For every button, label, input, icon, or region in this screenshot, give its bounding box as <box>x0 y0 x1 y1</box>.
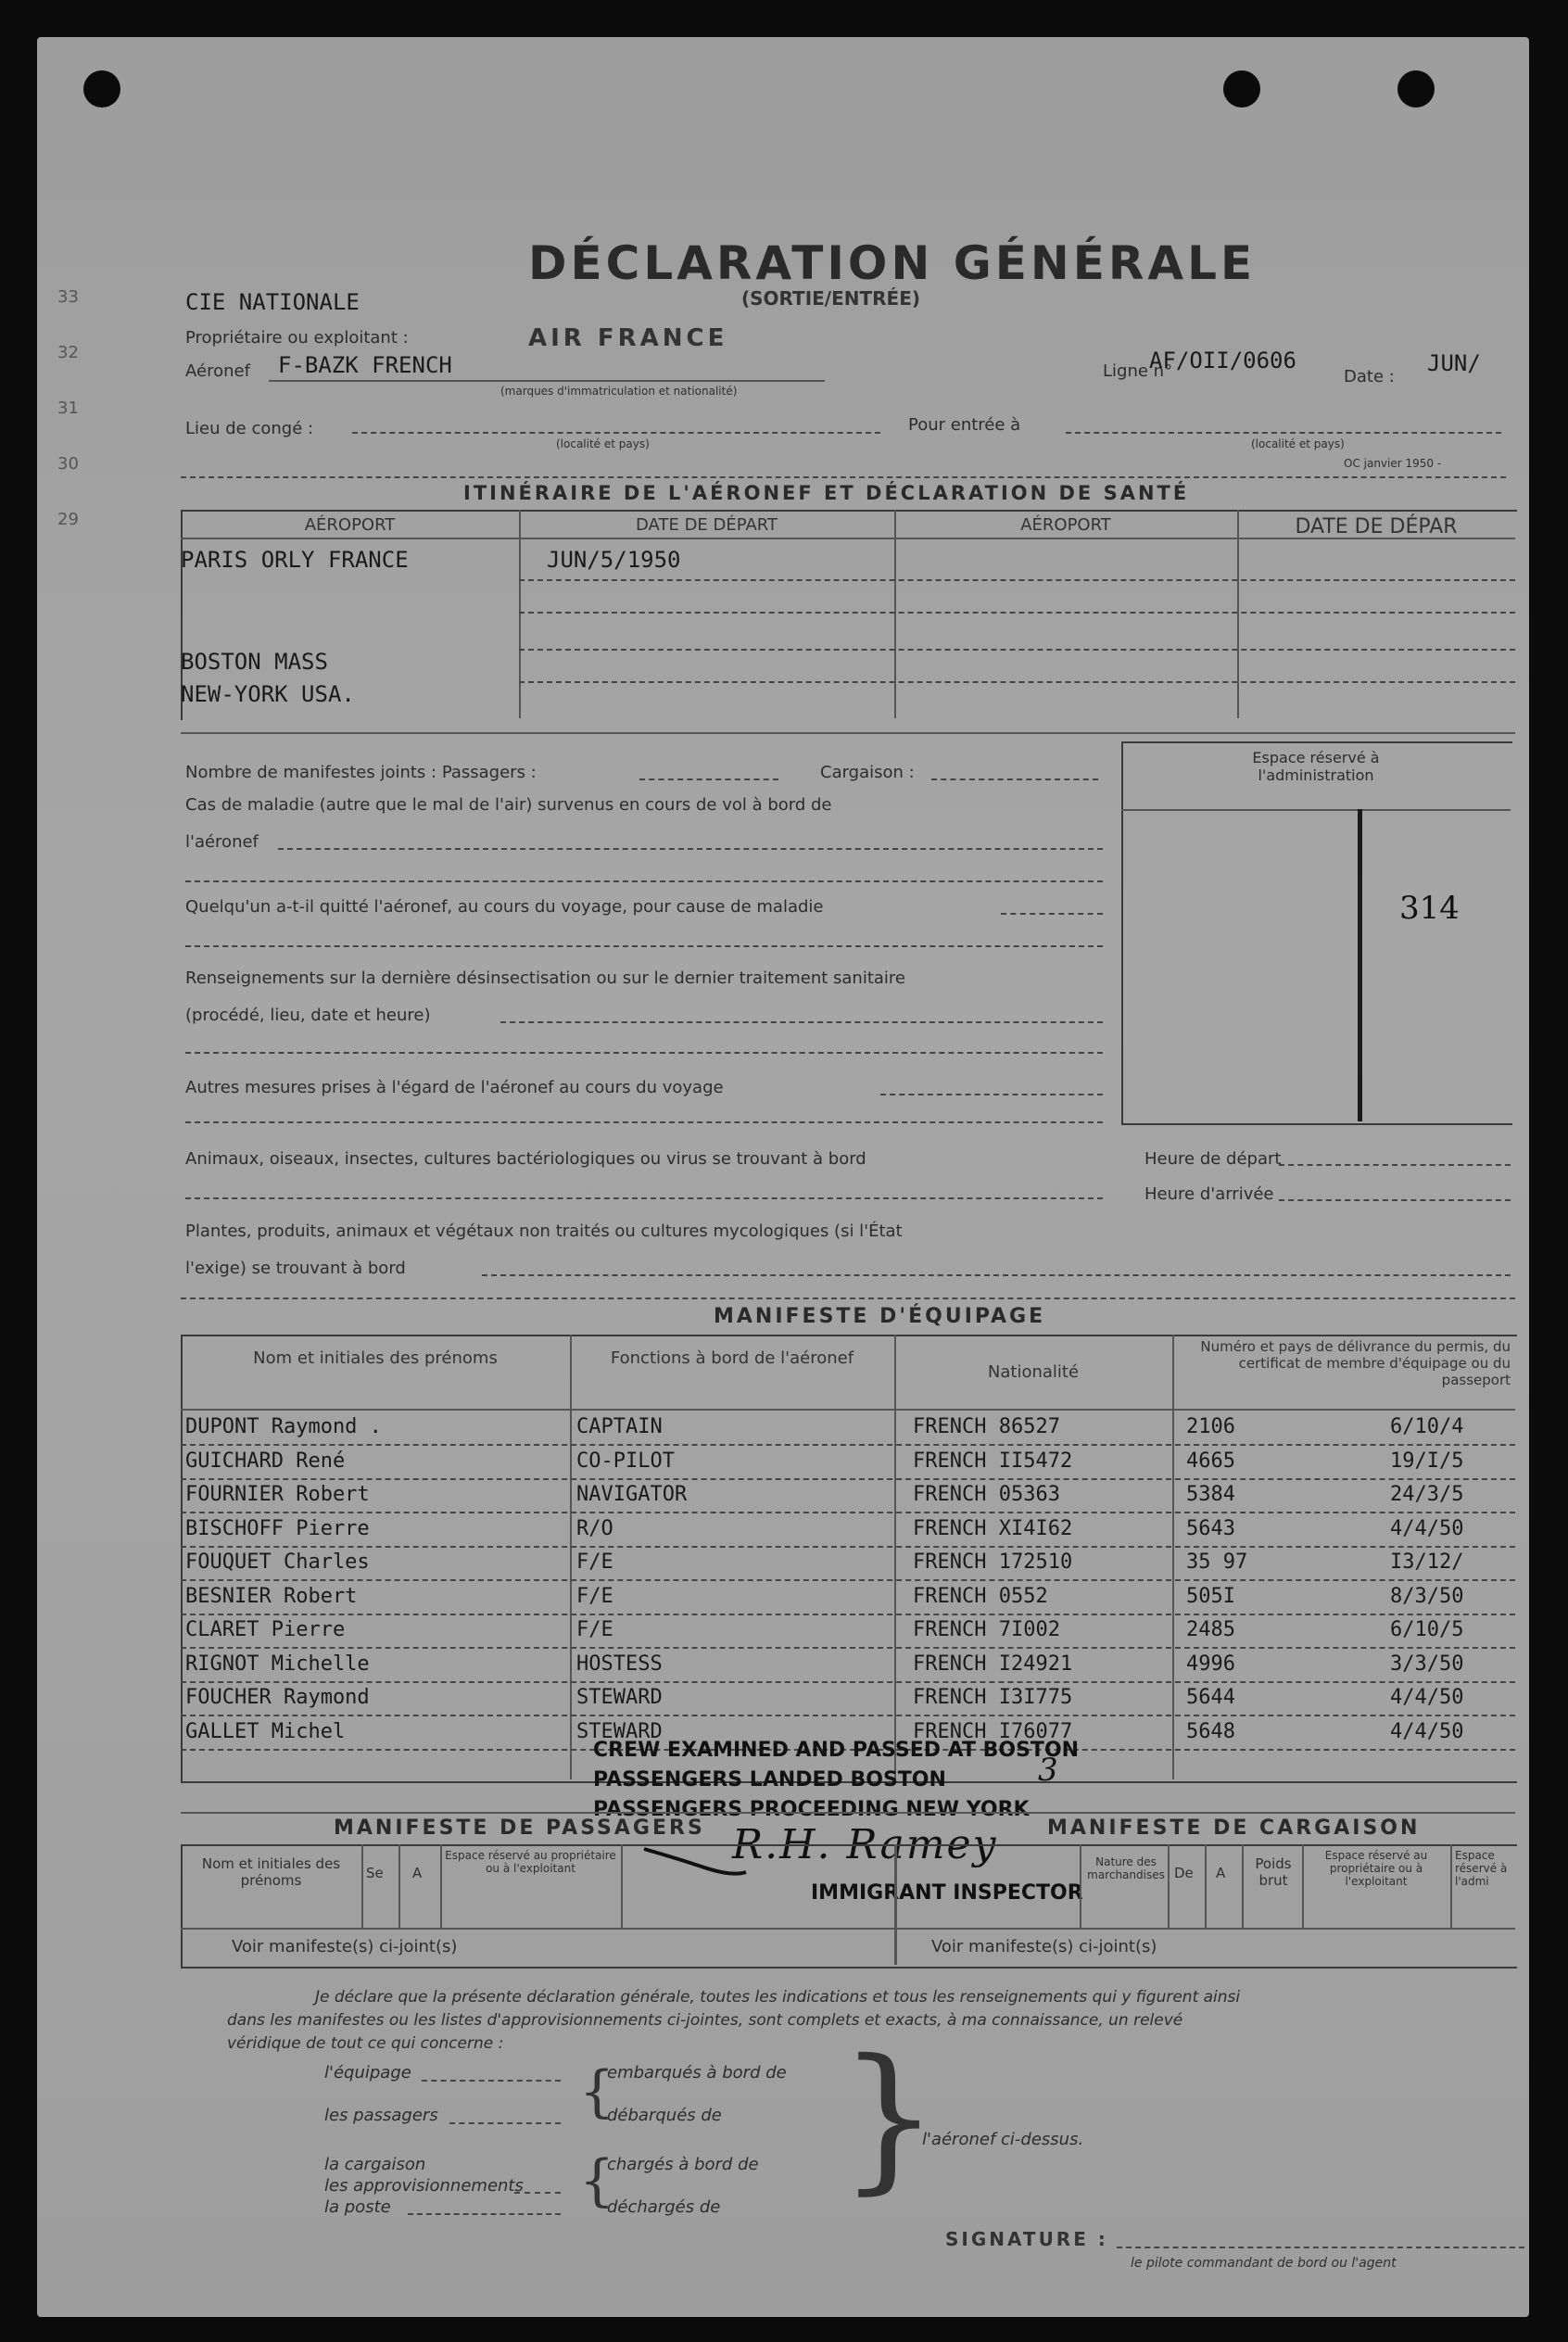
decl-embarked: embarqués à bord de <box>607 2063 787 2082</box>
row-line <box>181 1681 1515 1683</box>
table-divider <box>894 1844 897 1965</box>
crew-name: BISCHOFF Pierre <box>185 1516 370 1540</box>
arrival-place-label: Pour entrée à <box>908 415 1021 435</box>
other-measures-line <box>880 1094 1103 1095</box>
cargo-see-attached: Voir manifeste(s) ci-joint(s) <box>931 1937 1157 1956</box>
stamp-line-4: IMMIGRANT INSPECTOR <box>811 1881 1083 1905</box>
stamp-line-1: CREW EXAMINED AND PASSED AT BOSTON <box>593 1739 1080 1762</box>
crew-name: GUICHARD René <box>185 1449 346 1473</box>
table-line <box>181 1928 1515 1930</box>
crew-role: F/E <box>576 1551 613 1574</box>
table-divider <box>621 1844 623 1928</box>
crew-header-name: Nom et initiales des prénoms <box>253 1348 498 1368</box>
passenger-see-attached: Voir manifeste(s) ci-joint(s) <box>232 1937 458 1956</box>
itinerary-header-airport: AÉROPORT <box>304 515 396 535</box>
passenger-header-to: A <box>412 1865 423 1881</box>
owner-label: Propriétaire ou exploitant : <box>185 328 409 348</box>
crew-document-number: 505I <box>1186 1584 1235 1608</box>
cargo-header-to: A <box>1216 1865 1226 1881</box>
crew-role: HOSTESS <box>576 1652 663 1676</box>
line-number: AF/OII/0606 <box>1149 348 1296 373</box>
section-divider <box>181 1812 1515 1814</box>
crew-document-date: 8/3/50 <box>1390 1584 1464 1608</box>
crew-role: F/E <box>576 1618 613 1641</box>
admin-box-divider <box>1121 809 1511 811</box>
arrival-time-line <box>1279 1199 1511 1201</box>
row-line <box>181 1715 1515 1716</box>
row-line <box>181 1512 1515 1513</box>
margin-mark: 32 <box>57 343 79 362</box>
cargo-header-owner: Espace réservé au propriétaire ou à l'exploitant <box>1324 1849 1428 1888</box>
brace-icon: } <box>839 2026 940 2209</box>
declaration-line-1: Je déclare que la présente déclaration générale, toutes les indications et tous les renseignements qui y figurent ainsi <box>315 1988 1241 2007</box>
crew-nationality: FRENCH II5472 <box>913 1449 1073 1473</box>
crew-document-number: 5643 <box>1186 1516 1235 1540</box>
section-divider <box>181 1298 1515 1299</box>
left-aircraft-line <box>1001 913 1103 915</box>
other-measures-line <box>185 1121 1103 1123</box>
itinerary-airport-4: NEW-YORK USA. <box>181 681 355 707</box>
crew-document-date: 4/4/50 <box>1390 1516 1464 1540</box>
plants-label: Plantes, produits, animaux et végétaux non traités ou cultures mycologiques (si l'État <box>185 1222 903 1241</box>
crew-header-nationality: Nationalité <box>987 1362 1080 1382</box>
table-divider <box>1237 510 1239 718</box>
decl-cargo: la cargaison <box>324 2155 426 2174</box>
crew-role: F/E <box>576 1584 613 1608</box>
crew-role: STEWARD <box>576 1719 663 1743</box>
crew-header-document: Numéro et pays de délivrance du permis, du certificat de membre d'équipage ou du passeport <box>1200 1338 1511 1388</box>
decl-aircraft-ref: l'aéronef ci-dessus. <box>922 2130 1084 2149</box>
crew-name: RIGNOT Michelle <box>185 1652 370 1676</box>
crew-document-number: 5644 <box>1186 1686 1235 1709</box>
punch-hole <box>1223 70 1260 108</box>
crew-document-date: 24/3/5 <box>1390 1483 1464 1506</box>
animals-line <box>185 1197 1103 1199</box>
passenger-header-owner: Espace réservé au propriétaire ou à l'exploitant <box>445 1849 616 1875</box>
decl-crew-line <box>422 2080 561 2082</box>
crew-name: FOURNIER Robert <box>185 1483 370 1506</box>
departure-time-line <box>1279 1164 1511 1166</box>
crew-nationality: FRENCH I76077 <box>913 1719 1073 1743</box>
declaration-line-2: dans les manifestes ou les listes d'approvisionnements ci-jointes, sont complets et exacts, à ma connaissance, un relevé <box>227 2011 1183 2030</box>
crew-name: GALLET Michel <box>185 1719 346 1743</box>
row-line <box>181 1444 1515 1446</box>
date-label: Date : <box>1344 367 1395 386</box>
crew-header-role: Fonctions à bord de l'aéronef <box>610 1348 854 1368</box>
itinerary-airport-3: BOSTON MASS <box>181 649 328 675</box>
signature-caption: le pilote commandant de bord ou l'agent <box>1131 2256 1397 2271</box>
passenger-manifest-title: MANIFESTE DE PASSAGERS <box>334 1817 705 1840</box>
brace-icon: { <box>579 2148 615 2213</box>
cargo-header-from: De <box>1174 1865 1194 1881</box>
table-divider <box>1450 1844 1452 1928</box>
section-divider <box>181 476 1506 478</box>
row-line <box>519 612 1515 614</box>
crew-document-number: 4665 <box>1186 1449 1235 1473</box>
departure-place-label: Lieu de congé : <box>185 419 314 438</box>
disinfection-line <box>500 1021 1103 1023</box>
cargo-header-nature: Nature des marchandises <box>1087 1855 1165 1881</box>
aircraft-underline <box>269 380 825 382</box>
decl-loaded: chargés à bord de <box>607 2155 759 2174</box>
animals-label: Animaux, oiseaux, insectes, cultures bactériologiques ou virus se trouvant à bord <box>185 1149 866 1169</box>
crew-nationality: FRENCH 172510 <box>913 1551 1073 1574</box>
table-divider <box>361 1844 363 1928</box>
crew-name: FOUQUET Charles <box>185 1551 370 1574</box>
crew-nationality: FRENCH 05363 <box>913 1483 1060 1506</box>
cargo-manifest-label: Cargaison : <box>820 763 915 782</box>
crew-document-date: 3/3/50 <box>1390 1652 1464 1676</box>
departure-place-line <box>352 432 880 434</box>
table-divider <box>1168 1844 1170 1928</box>
crew-role: CO-PILOT <box>576 1449 675 1473</box>
itinerary-table <box>181 510 1517 720</box>
table-divider <box>398 1844 400 1928</box>
signature-label: SIGNATURE : <box>945 2228 1108 2250</box>
crew-role: STEWARD <box>576 1686 663 1709</box>
plants-label-2: l'exige) se trouvant à bord <box>185 1259 406 1278</box>
passenger-header-from: Se <box>366 1865 384 1881</box>
itinerary-title: ITINÉRAIRE DE L'AÉRONEF ET DÉCLARATION DE SANTÉ <box>463 482 1190 504</box>
itinerary-header-airport-2: AÉROPORT <box>1020 515 1111 535</box>
crew-document-date: 4/4/50 <box>1390 1719 1464 1743</box>
aircraft-value: F-BAZK FRENCH <box>278 352 452 378</box>
left-aircraft-line <box>185 945 1103 947</box>
itinerary-header-date-2: DATE DE DÉPAR <box>1295 515 1458 538</box>
crew-name: FOUCHER Raymond <box>185 1686 370 1709</box>
crew-document-date: I3/12/ <box>1390 1551 1464 1574</box>
crew-document-date: 19/I/5 <box>1390 1449 1464 1473</box>
crew-document-date: 4/4/50 <box>1390 1686 1464 1709</box>
aircraft-label: Aéronef <box>185 361 250 381</box>
admin-box <box>1121 741 1512 1125</box>
admin-box-divider <box>1358 809 1362 1121</box>
illness-line <box>185 880 1103 882</box>
table-divider <box>440 1844 442 1928</box>
crew-document-number: 2485 <box>1186 1618 1235 1641</box>
brace-icon: { <box>579 2059 615 2124</box>
itinerary-date-1: JUN/5/1950 <box>547 547 681 573</box>
crew-name: BESNIER Robert <box>185 1584 358 1608</box>
section-divider <box>181 732 1515 734</box>
crew-nationality: FRENCH 7I002 <box>913 1618 1060 1641</box>
crew-role: CAPTAIN <box>576 1415 663 1438</box>
crew-document-number: 35 97 <box>1186 1551 1248 1574</box>
stamp-line-3: PASSENGERS PROCEEDING NEW YORK <box>593 1798 1030 1821</box>
row-line <box>519 681 1515 683</box>
crew-document-number: 4996 <box>1186 1652 1235 1676</box>
illness-label: Cas de maladie (autre que le mal de l'air) survenus en cours de vol à bord de <box>185 795 832 815</box>
table-divider <box>570 1335 572 1779</box>
table-divider <box>894 510 896 718</box>
plants-line <box>482 1274 1511 1276</box>
arrival-place-line <box>1066 432 1501 434</box>
passengers-count-line <box>639 779 778 780</box>
itinerary-header-date: DATE DE DÉPART <box>636 515 778 535</box>
form-reference: OC janvier 1950 - <box>1344 457 1442 470</box>
decl-mail-line <box>408 2213 561 2215</box>
admin-box-title: Espace réservé à l'administration <box>1252 749 1380 784</box>
decl-unloaded: déchargés de <box>607 2197 721 2217</box>
admin-stamp-number: 314 <box>1399 890 1460 927</box>
arrival-time-label: Heure d'arrivée <box>1144 1184 1274 1204</box>
table-divider <box>1302 1844 1304 1928</box>
table-divider <box>519 510 521 718</box>
row-line <box>181 1478 1515 1480</box>
row-line <box>181 1579 1515 1581</box>
table-header-line <box>181 1409 1515 1411</box>
stamp-line-2: PASSENGERS LANDED BOSTON <box>593 1768 946 1791</box>
illness-line <box>278 848 1103 850</box>
document-title: DÉCLARATION GÉNÉRALE <box>528 236 1257 290</box>
crew-nationality: FRENCH I3I775 <box>913 1686 1073 1709</box>
row-line <box>181 1614 1515 1615</box>
disinfection-label-2: (procédé, lieu, date et heure) <box>185 1006 431 1025</box>
manifests-label: Nombre de manifestes joints : Passagers : <box>185 763 537 782</box>
crew-nationality: FRENCH 86527 <box>913 1415 1060 1438</box>
date-value: JUN/ <box>1427 350 1481 376</box>
crew-document-number: 5384 <box>1186 1483 1235 1506</box>
passenger-header-name: Nom et initiales des prénoms <box>201 1855 341 1889</box>
other-measures-label: Autres mesures prises à l'égard de l'aéronef au cours du voyage <box>185 1078 724 1097</box>
table-divider <box>1172 1335 1174 1779</box>
punch-hole <box>1397 70 1435 108</box>
departure-place-caption: (localité et pays) <box>556 437 650 450</box>
stamp-passenger-count: 3 <box>1038 1752 1058 1789</box>
table-divider <box>1080 1844 1081 1928</box>
decl-supplies-line <box>514 2192 561 2194</box>
margin-mark: 30 <box>57 454 79 474</box>
cargo-header-weight: Poids brut <box>1255 1855 1292 1889</box>
row-line <box>181 1647 1515 1649</box>
crew-nationality: FRENCH 0552 <box>913 1584 1048 1608</box>
crew-role: R/O <box>576 1516 613 1540</box>
row-line <box>181 1546 1515 1548</box>
cargo-header-admin: Espace réservé à l'admi <box>1455 1849 1508 1888</box>
crew-document-date: 6/10/4 <box>1390 1415 1464 1438</box>
punch-hole <box>83 70 120 108</box>
document-subtitle: (SORTIE/ENTRÉE) <box>741 287 921 310</box>
document-page <box>37 37 1529 2317</box>
decl-crew: l'équipage <box>324 2063 411 2082</box>
aircraft-caption: (marques d'immatriculation et nationalité) <box>500 385 738 398</box>
decl-supplies: les approvisionnements <box>324 2176 524 2196</box>
crew-name: DUPONT Raymond . <box>185 1415 382 1438</box>
crew-nationality: FRENCH I24921 <box>913 1652 1073 1676</box>
crew-document-date: 6/10/5 <box>1390 1618 1464 1641</box>
departure-time-label: Heure de départ <box>1144 1149 1282 1169</box>
owner-value: AIR FRANCE <box>528 324 728 352</box>
row-line <box>519 649 1515 651</box>
disinfection-line <box>185 1052 1103 1054</box>
crew-nationality: FRENCH XI4I62 <box>913 1516 1073 1540</box>
cargo-manifest-title: MANIFESTE DE CARGAISON <box>1047 1817 1421 1840</box>
inspector-signature: R.H. Ramey <box>732 1821 998 1868</box>
line-label: Ligne n° <box>1103 361 1173 381</box>
margin-mark: 31 <box>57 399 79 418</box>
arrival-place-caption: (localité et pays) <box>1251 437 1345 450</box>
cargo-count-line <box>931 779 1098 780</box>
signature-line <box>1117 2247 1524 2248</box>
company-name: CIE NATIONALE <box>185 289 360 315</box>
declaration-line-3: véridique de tout ce qui concerne : <box>227 2034 504 2053</box>
table-divider <box>1242 1844 1244 1928</box>
crew-document-number: 5648 <box>1186 1719 1235 1743</box>
crew-manifest-title: MANIFESTE D'ÉQUIPAGE <box>714 1305 1046 1328</box>
decl-passengers: les passagers <box>324 2106 438 2125</box>
disinfection-label: Renseignements sur la dernière désinsectisation ou sur le dernier traitement sanitaire <box>185 968 905 988</box>
table-divider <box>894 1335 896 1779</box>
table-divider <box>1205 1844 1207 1928</box>
decl-disembarked: débarqués de <box>607 2106 722 2125</box>
left-aircraft-label: Quelqu'un a-t-il quitté l'aéronef, au cours du voyage, pour cause de maladie <box>185 897 824 917</box>
illness-label-2: l'aéronef <box>185 832 259 852</box>
crew-role: NAVIGATOR <box>576 1483 688 1506</box>
decl-passengers-line <box>449 2122 561 2124</box>
itinerary-airport-1: PARIS ORLY FRANCE <box>181 547 409 573</box>
crew-name: CLARET Pierre <box>185 1618 346 1641</box>
row-line <box>519 579 1515 581</box>
crew-document-number: 2106 <box>1186 1415 1235 1438</box>
decl-mail: la poste <box>324 2197 391 2217</box>
margin-mark: 29 <box>57 510 79 529</box>
margin-mark: 33 <box>57 287 79 307</box>
